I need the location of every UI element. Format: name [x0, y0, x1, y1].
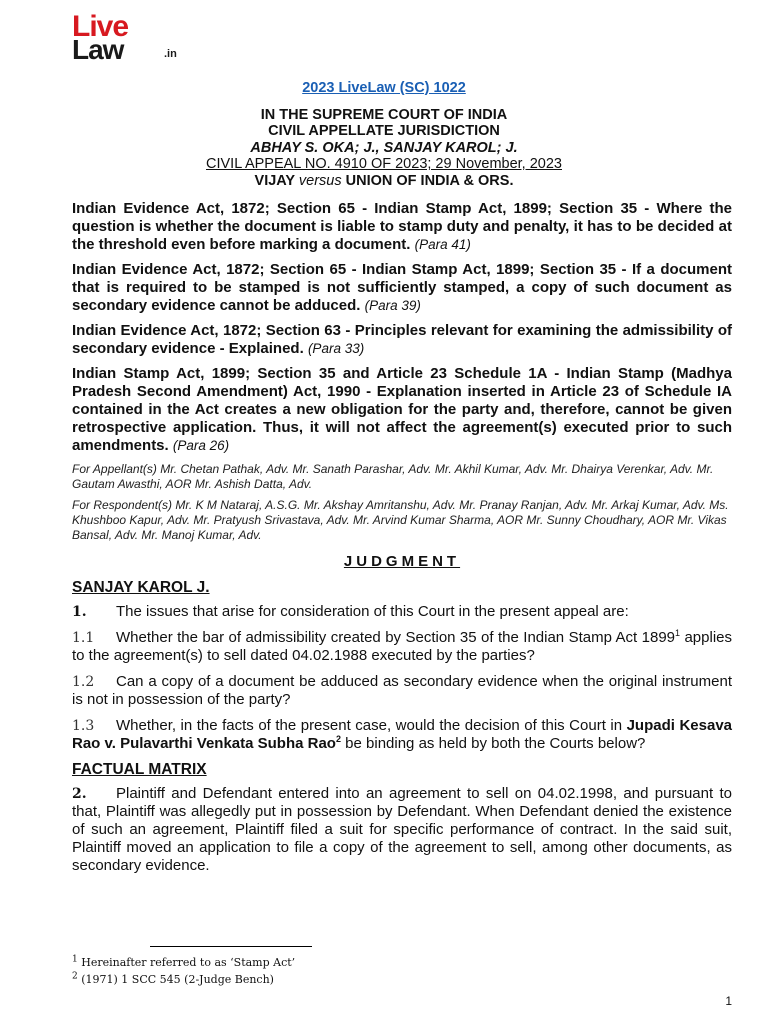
parties — [72, 173, 696, 190]
headnote-para-ref: (Para 41) — [414, 237, 471, 252]
document-body — [72, 200, 732, 883]
footnote-mark: 1 — [72, 954, 78, 965]
para-number: 1.3 — [72, 718, 95, 734]
headnote-para-ref: (Para 33) — [307, 341, 365, 356]
section-factual-matrix: FACTUAL MATRIX — [72, 761, 207, 778]
para-number: 1.1 — [72, 630, 95, 646]
livelaw-logo — [72, 10, 202, 65]
case-name: Jupadi Kesava Rao v. Pulavarthi Venkata Subha Rao — [72, 717, 732, 752]
headnote-text: Indian Evidence Act, 1872; Section 63 - Principles relevant for examining the admissibility of secondary evidence - Explained. — [72, 322, 732, 357]
paragraph-1-1 — [72, 629, 732, 665]
paragraph-1-2 — [72, 673, 732, 709]
footnote-divider — [150, 946, 312, 947]
headnote-text: Indian Evidence Act, 1872; Section 65 - Indian Stamp Act, 1899; Section 35 - If a document that is required to be stamped is not sufficiently stamped, a copy of such document as secondary evidence cannot be adduced. — [72, 261, 732, 314]
footnote-ref-2[interactable]: 2 — [335, 734, 341, 744]
headnote-4 — [72, 365, 732, 455]
page-number: 1 — [725, 994, 732, 1008]
judgment-title: JUDGMENT — [343, 553, 461, 570]
para-text: Can a copy of a document be adduced as secondary evidence when the original instrument is not in possession of the party? — [72, 673, 732, 708]
para-text-cont: be binding as held by both the Courts below? — [341, 735, 646, 752]
citation-link[interactable]: 2023 LiveLaw (SC) 1022 — [302, 80, 466, 96]
headnote-2 — [72, 261, 732, 315]
logo-law: Law — [72, 34, 124, 65]
para-number: 1. — [72, 604, 87, 620]
footnote-text: Hereinafter referred to as ‘Stamp Act’ — [77, 956, 296, 969]
para-text: Plaintiff and Defendant entered into an agreement to sell on 04.02.1998, and pursuant to that, Plaintiff was allegedly put in possession by Defendant. When Defendant denied the existence of such an agreement, Plaintiff filed a suit for specific performance of contract. In the said suit, Plaintiff moved an application to file a copy of the agreement to sell, among other documents, as secondary evidence. — [72, 785, 732, 874]
jurisdiction: CIVIL APPELLATE JURISDICTION — [268, 123, 500, 139]
versus: versus — [298, 172, 342, 189]
para-text-cont: applies to the agreement(s) to sell dated 04.02.1988 executed by the parties? — [72, 629, 732, 664]
para-text: The issues that arise for consideration of this Court in the present appeal are: — [116, 603, 629, 620]
headnote-para-ref: (Para 39) — [364, 298, 421, 313]
paragraph-1 — [72, 603, 732, 621]
paragraph-1-3 — [72, 717, 732, 753]
footnote-text: (1971) 1 SCC 545 (2-Judge Bench) — [77, 973, 274, 986]
logo-suffix: .in — [164, 48, 177, 60]
case-header — [72, 80, 696, 189]
para-number: 1.2 — [72, 674, 95, 690]
bench: ABHAY S. OKA; J., SANJAY KAROL; J. — [250, 139, 518, 156]
paragraph-2 — [72, 785, 732, 875]
appeal-number: CIVIL APPEAL NO. 4910 OF 2023; 29 November, 2023 — [206, 156, 562, 172]
counsel-appellant: For Appellant(s) Mr. Chetan Pathak, Adv. Mr. Sanath Parashar, Adv. Mr. Akhil Kumar, Adv. Mr. Dhairya Verenkar, Adv. Mr. Gautam Awasthi, AOR Mr. Ashish Datta, Adv. — [72, 462, 714, 491]
para-text: Whether the bar of admissibility created by Section 35 of the Indian Stamp Act 1899 — [116, 629, 676, 646]
party-appellant: VIJAY — [254, 172, 295, 189]
footnote-2 — [72, 973, 274, 987]
party-respondent: UNION OF INDIA & ORS. — [345, 172, 514, 189]
headnote-3 — [72, 322, 732, 358]
footnote-ref-1[interactable]: 1 — [675, 628, 681, 638]
headnote-text: Indian Stamp Act, 1899; Section 35 and Article 23 Schedule 1A - Indian Stamp (Madhya Pradesh Second Amendment) Act, 1990 - Explanation inserted in Article 23 of Schedule IA contained in the Act creates a new obligation for the party and, therefore, cannot be given retrospective application. Thus, it will not affect the agreement(s) executed prior to such amendments. — [72, 365, 732, 454]
headnote-1 — [72, 200, 732, 254]
counsel-respondent: For Respondent(s) Mr. K M Nataraj, A.S.G. Mr. Akshay Amritanshu, Adv. Mr. Pranay Ranjan, Adv. Mr. Arkaj Kumar, Adv. Ms. Khushboo Kapur, Adv. Mr. Pratyush Srivastava, Adv. Mr. Arvind Kumar Sharma, AOR Mr. Sunny Choudhary, AOR Mr. Vikas Bansal, Adv. Mr. Manoj Kumar, Adv. — [72, 498, 729, 542]
footnote-1 — [72, 956, 295, 970]
headnote-text: Indian Evidence Act, 1872; Section 65 - Indian Stamp Act, 1899; Section 35 - Where the question is whether the document is liable to stamp duty and penalty, it has to be decided at the threshold even before marking a document. — [72, 200, 732, 253]
author-heading: SANJAY KAROL J. — [72, 579, 210, 596]
para-text: Whether, in the facts of the present case, would the decision of this Court in — [116, 717, 627, 734]
logo-live: Live — [72, 10, 129, 43]
court-name: IN THE SUPREME COURT OF INDIA — [260, 106, 508, 123]
para-number: 2. — [72, 786, 87, 802]
footnote-mark: 2 — [72, 971, 78, 982]
headnote-para-ref: (Para 26) — [172, 438, 230, 453]
